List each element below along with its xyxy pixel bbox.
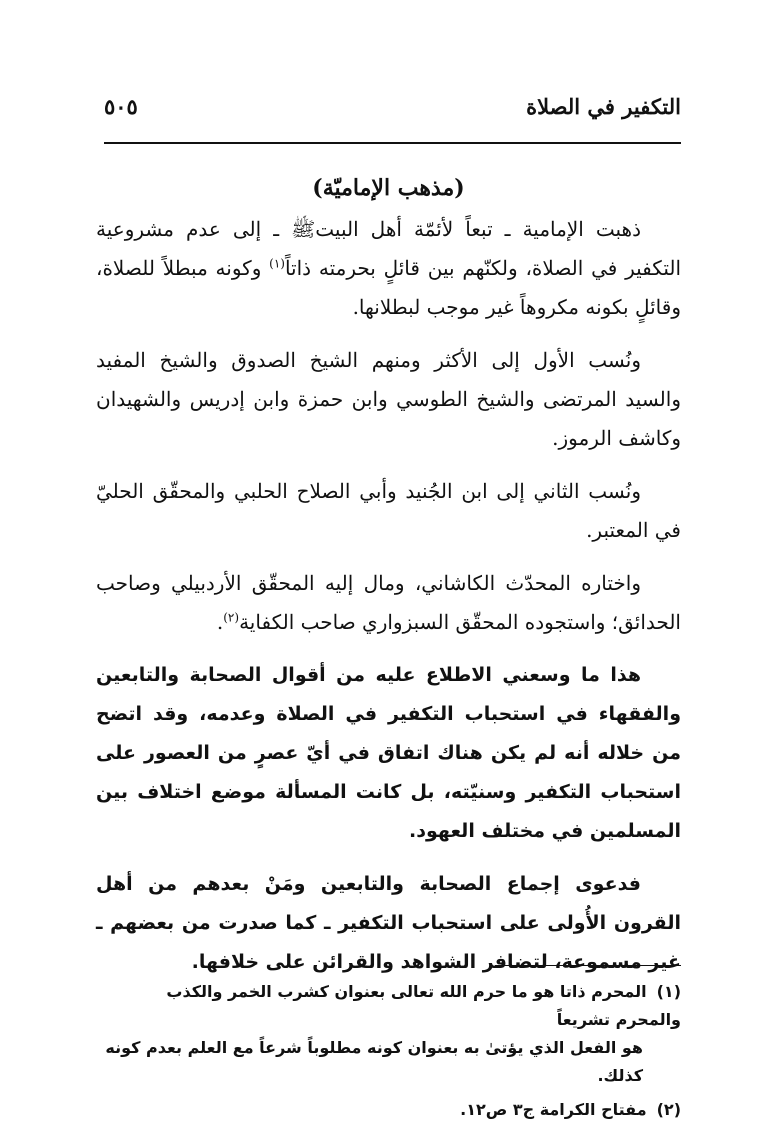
paragraph-2: ونُسب الأول إلى الأكثر ومنهم الشيخ الصدوق والشيخ المفيد والسيد المرتضى والشيخ الطوسي وابن حمزة وابن إدريس والشهيدان وكاشف الرموز. — [96, 348, 681, 450]
page-header — [104, 92, 681, 128]
paragraph-3: ونُسب الثاني إلى ابن الجُنيد وأبي الصلاح الحلبي والمحقّق الحليّ في المعتبر. — [96, 479, 681, 542]
footnote-text: مفتاح الكرامة ج٣ ص١٢. — [460, 1100, 647, 1119]
footnote-divider — [495, 965, 681, 966]
page-number: ٥٠٥ — [104, 94, 138, 119]
footnotes — [96, 978, 681, 1130]
footnote-text: المحرم ذاتا هو ما حرم الله تعالى بعنوان كشرب الخمر والكذب والمحرم تشريعاً — [166, 982, 681, 1029]
footnote-ref-2[interactable]: (٢) — [223, 610, 240, 625]
footnote-2 — [96, 1096, 681, 1124]
paragraph-1: ذهبت الإمامية ـ تبعاً لأئمّة أهل البيتﷺ ـ إلى عدم مشروعية التكفير في الصلاة، ولكنّهم بين قائلٍ بحرمته ذاتاً$^{(١)}$ وكونه مبطلاً للصلاة، وقائلٍ بكونه مكروهاً غير موجب لبطلانها. — [96, 217, 682, 319]
paragraph-6: فدعوى إجماع الصحابة والتابعين ومَنْ بعدهم من أهل القرون الأُولى على استحباب التكفير ـ كما صدرت من بعضهم ـ غير مسموعة، لتضافر الشواهد والقرائن على خلافها. — [96, 873, 681, 973]
paragraph-5: هذا ما وسعني الاطلاع عليه من أقوال الصحابة والتابعين والفقهاء في استحباب التكفير في الصلاة وعدمه، وقد اتضح من خلاله أنه لم يكن هناك اتفاق في أيّ عصرٍ من العصور على استحباب التكفير وسنيّته، بل كانت المسألة موضع اختلاف بين المسلمين في مختلف العهود. — [96, 664, 681, 842]
footnote-number: (١) — [656, 982, 681, 1001]
header-divider — [104, 142, 681, 144]
footnote-1 — [96, 978, 681, 1090]
paragraph-4: واختاره المحدّث الكاشاني، ومال إليه المحقّق الأردبيلي وصاحب الحدائق؛ واستجوده المحقّق السبزواري صاحب الكفاية$^{(٢)}$. — [96, 571, 681, 634]
running-title: التكفير في الصلاة — [526, 94, 681, 119]
footnote-number: (٢) — [656, 1100, 681, 1119]
body-text — [96, 210, 681, 996]
footnote-text-continued: هو الفعل الذي يؤتىٰ به بعنوان كونه مطلوباً شرعاً مع العلم بعدم كونه كذلك. — [105, 1038, 643, 1085]
section-heading: (مذهب الإماميّة) — [312, 175, 465, 201]
footnote-ref-1[interactable]: (١) — [269, 256, 285, 271]
